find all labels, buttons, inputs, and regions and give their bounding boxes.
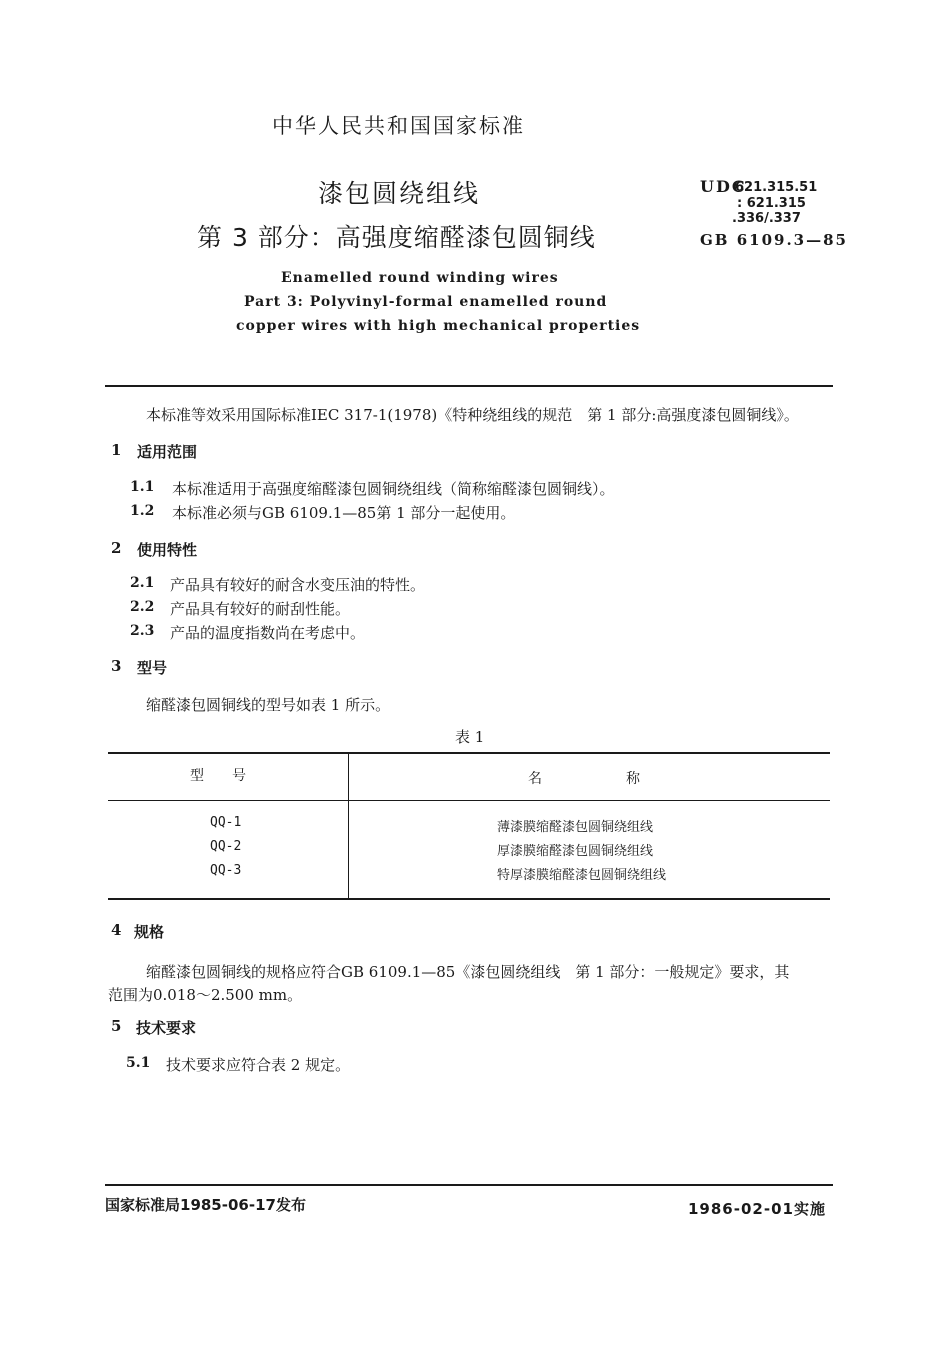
udc-line1: 621.315.51 (735, 180, 818, 195)
table-header-name: 名 称 (528, 771, 640, 787)
table-top-border (108, 752, 830, 754)
table-row-1-name: 薄漆膜缩醛漆包圆铜绕组线 (497, 820, 654, 835)
udc-line2: : 621.315 (737, 196, 806, 211)
section-3-number: 3 (111, 657, 122, 675)
gb-code: GB 6109.3—85 (700, 231, 848, 249)
table-row-2-code: QQ-2 (210, 839, 242, 854)
title-cn-line1: 漆包圆绕组线 (318, 179, 481, 208)
section-2-number: 2 (111, 539, 122, 557)
table-column-divider (348, 753, 349, 899)
table-row-1-code: QQ-1 (210, 815, 242, 830)
section-1-number: 1 (111, 441, 122, 459)
header-divider (105, 385, 833, 387)
clause-1-2-text: 本标准必须与GB 6109.1—85第 1 部分一起使用。 (172, 504, 516, 522)
title-en-line1: Enamelled round winding wires (281, 270, 559, 286)
udc-label: UDC (700, 177, 747, 196)
clause-1-1-number: 1.1 (130, 479, 155, 495)
section-5-title: 技术要求 (136, 1019, 197, 1037)
clause-1-1-text: 本标准适用于高强度缩醛漆包圆铜绕组线（简称缩醛漆包圆铜线）。 (172, 480, 615, 498)
clause-2-2-number: 2.2 (130, 599, 155, 615)
table-header-code: 型 号 (190, 768, 246, 784)
issue-date: 国家标准局1985-06-17发布 (105, 1196, 306, 1214)
table-bottom-border (108, 898, 830, 900)
section-1-title: 适用范围 (137, 443, 198, 461)
country-standard-title: 中华人民共和国国家标准 (272, 114, 525, 138)
clause-2-1-number: 2.1 (130, 575, 155, 591)
effective-date: 1986-02-01实施 (688, 1200, 826, 1218)
title-en-line3: copper wires with high mechanical properties (236, 318, 641, 334)
table-1-caption: 表 1 (455, 728, 485, 746)
section-2-title: 使用特性 (137, 541, 198, 559)
table-header-border (108, 800, 830, 801)
section-4-text-line2: 范围为0.018～2.500 mm。 (108, 986, 303, 1004)
section-3-text: 缩醛漆包圆铜线的型号如表 1 所示。 (146, 696, 391, 714)
section-5-number: 5 (111, 1017, 122, 1035)
clause-5-1-text: 技术要求应符合表 2 规定。 (166, 1056, 351, 1074)
section-4-text-line1: 缩醛漆包圆铜线的规格应符合GB 6109.1—85《漆包圆绕组线 第 1 部分：一般规定》要求，其 (146, 963, 790, 981)
table-row-3-code: QQ-3 (210, 863, 242, 878)
clause-5-1-number: 5.1 (126, 1055, 151, 1071)
intro-paragraph: 本标准等效采用国际标准IEC 317-1(1978)《特种绕组线的规范 第 1 部分:高强度漆包圆铜线》。 (146, 406, 799, 424)
clause-2-3-number: 2.3 (130, 623, 155, 639)
clause-2-3-text: 产品的温度指数尚在考虑中。 (170, 624, 366, 642)
clause-2-2-text: 产品具有较好的耐刮性能。 (170, 600, 351, 618)
footer-divider (105, 1184, 833, 1186)
clause-1-2-number: 1.2 (130, 503, 155, 519)
section-4-title: 规格 (134, 923, 165, 941)
table-row-3-name: 特厚漆膜缩醛漆包圆铜绕组线 (497, 868, 667, 883)
section-4-number: 4 (111, 921, 122, 939)
title-en-line2: Part 3: Polyvinyl-formal enamelled round (244, 294, 608, 310)
table-row-2-name: 厚漆膜缩醛漆包圆铜绕组线 (497, 844, 654, 859)
clause-2-1-text: 产品具有较好的耐含水变压油的特性。 (170, 576, 426, 594)
title-cn-line2: 第 3 部分：高强度缩醛漆包圆铜线 (197, 223, 596, 252)
udc-line3: .336/.337 (732, 211, 801, 226)
section-3-title: 型号 (137, 659, 168, 677)
